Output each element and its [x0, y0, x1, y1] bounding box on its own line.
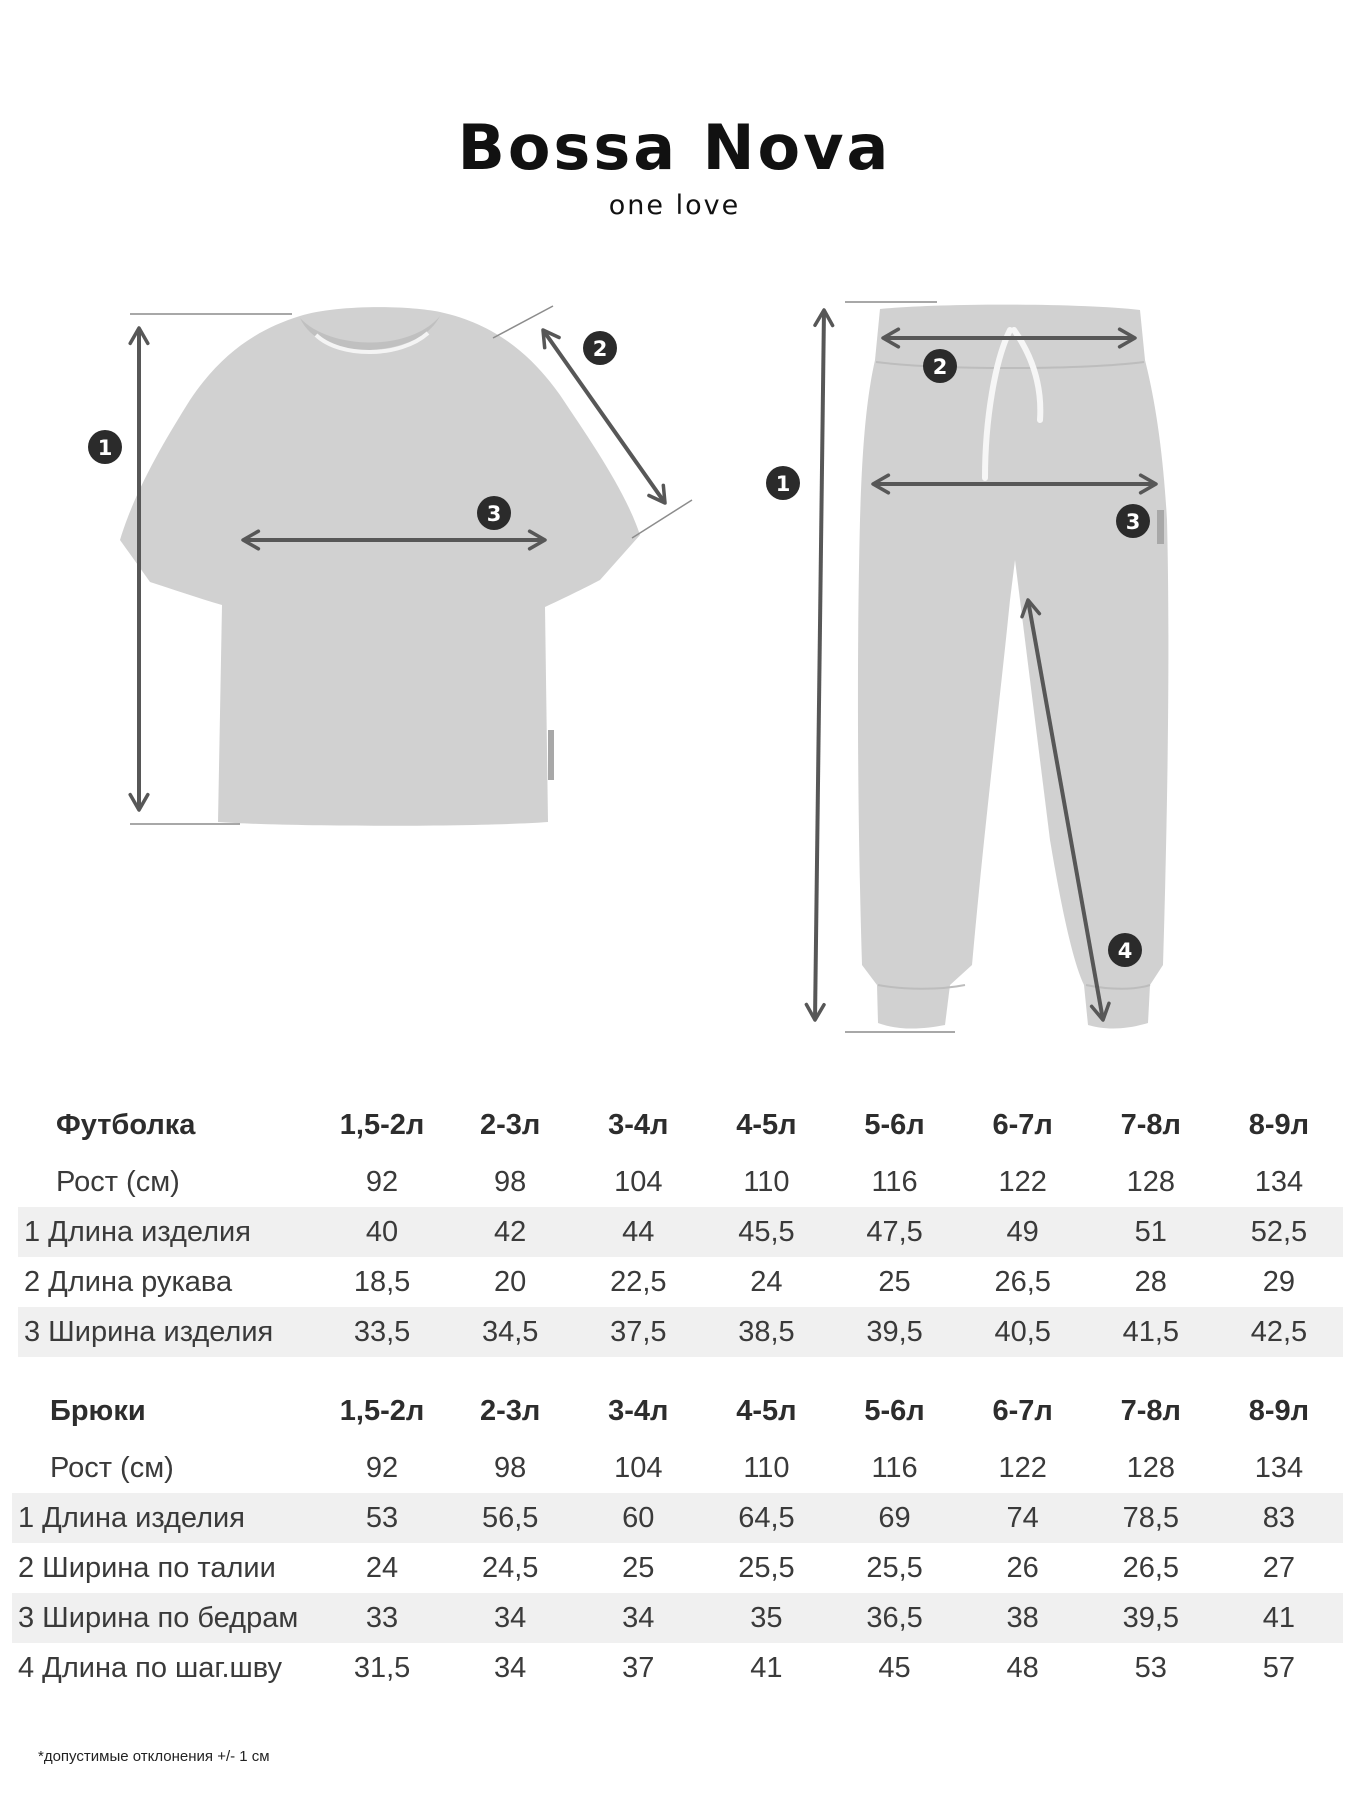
table-cell: 116	[871, 1165, 918, 1198]
table-cell: 24	[750, 1265, 783, 1298]
table-cell: 122	[998, 1165, 1047, 1198]
table-cell: 69	[831, 1493, 959, 1543]
table-cell: 27	[1262, 1551, 1296, 1584]
row-label: Рост (см)	[56, 1165, 180, 1198]
row-label: Рост (см)	[50, 1451, 174, 1484]
table-cell: 51	[1087, 1207, 1215, 1257]
pants-marker-2	[923, 349, 957, 383]
table-cell: 42,5	[1215, 1307, 1343, 1357]
table-cell: 24,5	[481, 1551, 539, 1584]
size-header: 5-6л	[864, 1108, 925, 1141]
table-cell: 34,5	[446, 1307, 574, 1357]
size-header: 7-8л	[1120, 1394, 1181, 1427]
table-cell: 116	[871, 1451, 918, 1484]
tshirt-marker-1	[88, 430, 122, 464]
table-cell: 38,5	[702, 1307, 830, 1357]
tshirt-size-table	[18, 1093, 1343, 1357]
table-cell: 52,5	[1215, 1207, 1343, 1257]
size-header: 1,5-2л	[339, 1394, 425, 1427]
table-cell: 44	[574, 1207, 702, 1257]
table-row	[12, 1493, 1343, 1543]
size-header: 8-9л	[1248, 1394, 1310, 1427]
row-label: 2 Ширина по талии	[18, 1551, 276, 1584]
table-cell: 60	[574, 1493, 702, 1543]
table-cell: 47,5	[831, 1207, 959, 1257]
svg-text:1: 1	[97, 436, 113, 460]
table-cell: 41,5	[1087, 1307, 1215, 1357]
svg-text:3: 3	[1125, 510, 1141, 534]
pants-label-tag	[1157, 510, 1164, 544]
table-cell: 31,5	[353, 1651, 411, 1684]
table-cell: 34	[494, 1651, 527, 1684]
size-header: 4-5л	[736, 1394, 797, 1427]
svg-text:4: 4	[1117, 939, 1133, 963]
size-header: 6-7л	[992, 1394, 1053, 1427]
svg-text:3: 3	[486, 502, 502, 526]
table-cell: 64,5	[702, 1493, 830, 1543]
size-header: 5-6л	[864, 1394, 925, 1427]
table-cell: 40,5	[959, 1307, 1087, 1357]
tshirt-marker-2	[583, 331, 617, 365]
size-header: 3-4л	[608, 1394, 669, 1427]
row-label: 3 Ширина изделия	[18, 1307, 318, 1357]
table-cell: 48	[1006, 1651, 1039, 1684]
table-cell: 98	[494, 1451, 527, 1484]
tshirt-marker-3	[477, 496, 511, 530]
row-label: 1 Длина изделия	[12, 1493, 318, 1543]
table-cell: 104	[614, 1451, 663, 1484]
tshirt-guide-sleeve	[632, 500, 692, 538]
table-cell: 83	[1215, 1493, 1343, 1543]
table-cell: 24	[365, 1551, 399, 1584]
table-cell: 25,5	[866, 1551, 923, 1584]
table-cell: 26,5	[1122, 1551, 1180, 1584]
table-cell: 25	[878, 1265, 911, 1298]
table-cell: 36,5	[831, 1593, 959, 1643]
table-cell: 53	[318, 1493, 446, 1543]
svg-text:2: 2	[932, 355, 948, 379]
table-cell: 20	[494, 1265, 527, 1298]
table-cell: 134	[1254, 1451, 1304, 1484]
pants-marker-3	[1116, 504, 1150, 538]
table-cell: 39,5	[1087, 1593, 1215, 1643]
table-cell: 45,5	[702, 1207, 830, 1257]
table-cell: 33,5	[318, 1307, 446, 1357]
pants-marker-4	[1108, 933, 1142, 967]
table-row	[18, 1207, 1343, 1257]
size-header: 8-9л	[1248, 1108, 1310, 1141]
table-cell: 92	[365, 1165, 399, 1198]
table-cell: 37,5	[574, 1307, 702, 1357]
table-cell: 45	[878, 1651, 911, 1684]
table-row	[12, 1443, 1343, 1493]
row-label: 1 Длина изделия	[18, 1207, 318, 1257]
table-cell: 98	[494, 1165, 527, 1198]
pants-size-table	[12, 1379, 1343, 1693]
table-cell: 29	[1262, 1265, 1296, 1298]
table-cell: 41	[1215, 1593, 1343, 1643]
size-header: 3-4л	[608, 1108, 669, 1141]
table-cell: 53	[1134, 1651, 1167, 1684]
table-cell: 35	[702, 1593, 830, 1643]
table-cell: 49	[959, 1207, 1087, 1257]
pants-marker-1	[766, 466, 800, 500]
tshirt-illustration	[88, 306, 692, 826]
table-cell: 42	[446, 1207, 574, 1257]
pants-table-title: Брюки	[50, 1394, 146, 1427]
table-cell: 41	[750, 1651, 783, 1684]
table-cell: 56,5	[446, 1493, 574, 1543]
table-cell: 34	[574, 1593, 702, 1643]
svg-text:1: 1	[775, 472, 791, 496]
table-cell: 26,5	[994, 1265, 1051, 1298]
table-row	[18, 1307, 1343, 1357]
pants-illustration	[766, 302, 1168, 1032]
table-cell: 74	[959, 1493, 1087, 1543]
row-label: 2 Длина рукава	[24, 1265, 233, 1298]
footnote: *допустимые отклонения +/- 1 см	[38, 1748, 270, 1765]
row-label: 3 Ширина по бедрам	[12, 1593, 318, 1643]
table-cell: 28	[1134, 1265, 1167, 1298]
pants-shape	[858, 305, 1168, 1029]
table-cell: 128	[1126, 1451, 1175, 1484]
table-cell: 78,5	[1087, 1493, 1215, 1543]
svg-text:2: 2	[592, 337, 608, 361]
brand-tagline: one love	[608, 190, 741, 221]
table-cell: 134	[1254, 1165, 1304, 1198]
table-cell: 18,5	[353, 1265, 411, 1298]
table-cell: 110	[743, 1451, 790, 1484]
tshirt-table-title: Футболка	[56, 1108, 196, 1141]
table-cell: 37	[622, 1651, 655, 1684]
table-cell: 110	[743, 1165, 790, 1198]
table-cell: 25,5	[738, 1551, 795, 1584]
size-header: 6-7л	[992, 1108, 1053, 1141]
table-row	[18, 1157, 1343, 1207]
size-header: 2-3л	[480, 1108, 541, 1141]
tshirt-table-header	[18, 1093, 1343, 1157]
size-header: 2-3л	[480, 1394, 541, 1427]
size-header: 1,5-2л	[339, 1108, 425, 1141]
table-cell: 38	[959, 1593, 1087, 1643]
table-row	[12, 1593, 1343, 1643]
tshirt-shape	[120, 307, 640, 826]
table-row	[12, 1543, 1343, 1593]
tshirt-label-tag	[548, 730, 554, 780]
table-row	[18, 1257, 1343, 1307]
table-cell: 25	[622, 1551, 655, 1584]
table-cell: 22,5	[610, 1265, 667, 1298]
row-label: 4 Длина по шаг.шву	[18, 1651, 283, 1684]
table-cell: 92	[365, 1451, 399, 1484]
table-row	[12, 1643, 1343, 1693]
table-cell: 33	[318, 1593, 446, 1643]
table-cell: 128	[1126, 1165, 1175, 1198]
table-cell: 34	[446, 1593, 574, 1643]
pants-length-arrow	[815, 310, 824, 1020]
table-cell: 39,5	[831, 1307, 959, 1357]
table-cell: 40	[318, 1207, 446, 1257]
table-cell: 57	[1262, 1651, 1296, 1684]
brand-name: Bossa Nova	[457, 111, 892, 184]
table-cell: 122	[998, 1451, 1047, 1484]
size-header: 4-5л	[736, 1108, 797, 1141]
table-cell: 104	[614, 1165, 663, 1198]
table-cell: 26	[1006, 1551, 1039, 1584]
size-header: 7-8л	[1120, 1108, 1181, 1141]
pants-table-header	[12, 1379, 1343, 1443]
